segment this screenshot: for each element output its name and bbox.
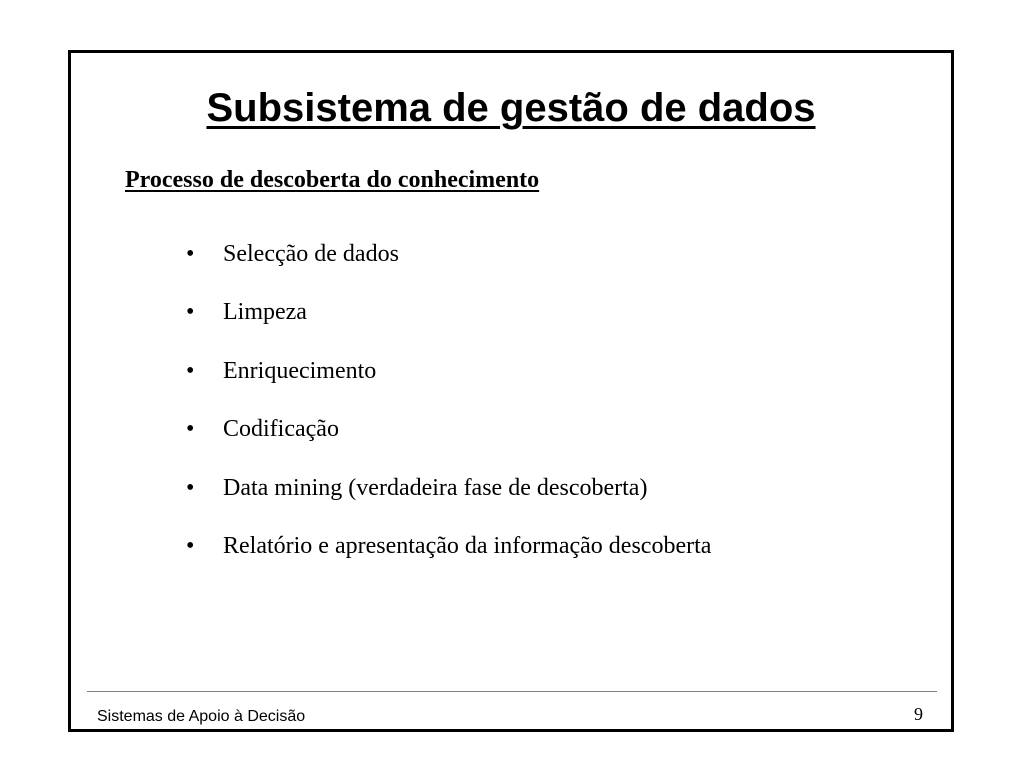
list-item (186, 297, 711, 355)
list-item (186, 414, 711, 472)
list-item (186, 356, 711, 414)
list-item (186, 239, 711, 297)
bullet-text: Selecção de dados (223, 241, 399, 267)
slide-title: Subsistema de gestão de dados (206, 86, 816, 130)
list-item (186, 531, 711, 589)
page-number: 9 (914, 704, 923, 724)
bullet-text: Data mining (verdadeira fase de descoberta) (223, 474, 648, 501)
bullet-text: Limpeza (223, 299, 307, 326)
bullet-icon: • (186, 474, 195, 501)
bullet-icon: • (186, 532, 195, 559)
bullet-list (186, 239, 711, 589)
slide-subtitle: Processo de descoberta do conhecimento (125, 167, 540, 193)
footer-text: Sistemas de Apoio à Decisão (97, 708, 306, 725)
footer-divider (87, 691, 937, 692)
bullet-text: Codificação (223, 416, 339, 443)
bullet-icon: • (186, 357, 195, 384)
bullet-icon: • (186, 416, 195, 443)
bullet-icon: • (186, 241, 195, 267)
bullet-text: Relatório e apresentação da informação descoberta (223, 532, 712, 559)
bullet-text: Enriquecimento (223, 357, 377, 384)
bullet-icon: • (186, 299, 195, 326)
slide-frame (68, 50, 954, 732)
list-item (186, 473, 711, 531)
